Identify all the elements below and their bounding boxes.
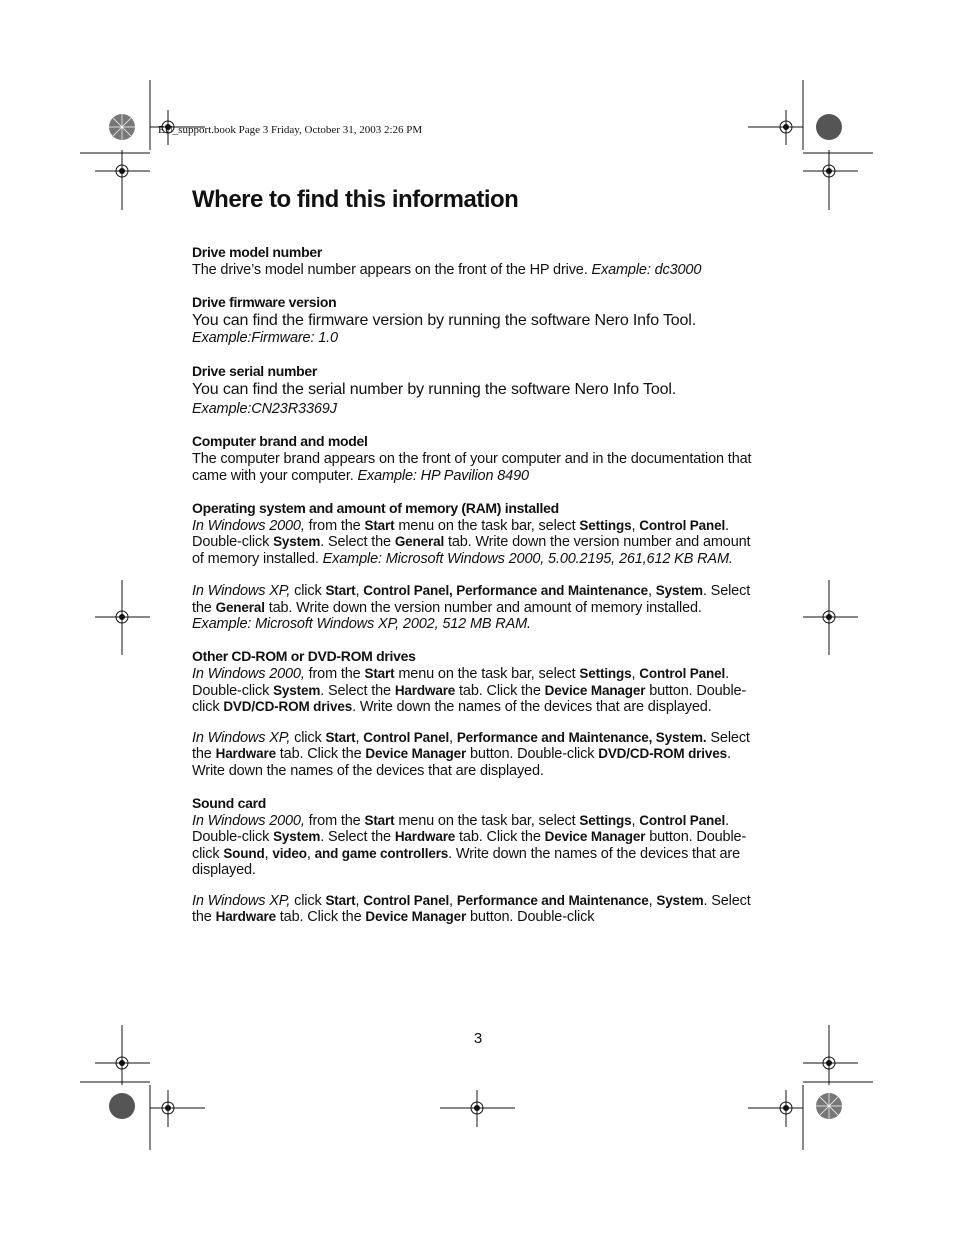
ui-term: General: [394, 534, 445, 550]
ui-term: System: [273, 829, 321, 845]
body-text: . Write down the names of the devices that are displayed.: [192, 845, 741, 879]
body-text: Select the: [192, 729, 750, 763]
ui-term: Start: [325, 892, 356, 908]
body-text: tab. Write down the version number and amount of memory installed.: [192, 534, 751, 567]
ui-term: Device Manager: [544, 829, 646, 845]
section-os: [192, 500, 762, 632]
body-text: . Write down the names of the devices that are displayed.: [192, 746, 731, 779]
section-sound: [192, 795, 762, 925]
ui-term: System: [273, 682, 321, 698]
body-text: . Double-click: [192, 666, 729, 699]
body-text: . Double-click: [192, 518, 729, 551]
ui-term: Device Manager: [544, 682, 646, 698]
ui-term: System: [655, 583, 703, 599]
ui-term: Start: [364, 518, 395, 534]
section-body: You can find the firmware version by running the software Nero Info Tool.: [192, 312, 697, 330]
body-text: ,: [449, 892, 457, 909]
body-text: menu on the task bar, select: [394, 518, 580, 535]
body-text: from the: [304, 812, 365, 829]
body-text: click: [290, 583, 326, 600]
ui-term: DVD/CD-ROM drives: [223, 699, 353, 715]
body-text: ,: [631, 518, 640, 535]
ui-term: and game controllers: [314, 845, 449, 861]
ui-term: Performance and Maintenance: [456, 892, 649, 908]
ui-term: Start: [325, 583, 356, 599]
os-label: In Windows 2000,: [192, 518, 305, 535]
body-text: from the: [304, 666, 365, 683]
body-text: ,: [449, 729, 457, 746]
os-label: In Windows XP,: [192, 729, 291, 746]
body-text: menu on the task bar, select: [394, 812, 580, 829]
section-heading: Drive serial number: [192, 362, 318, 379]
ui-term: Settings: [579, 666, 632, 682]
page-number: 3: [473, 1030, 483, 1047]
body-text: tab. Click the: [455, 829, 545, 846]
ui-term: Hardware: [215, 746, 276, 762]
winxp-instructions: [192, 583, 762, 632]
body-text: ,: [264, 845, 273, 862]
section-heading: Other CD-ROM or DVD-ROM drives: [192, 648, 416, 665]
body-text: . Double-click: [192, 812, 729, 846]
example-text: Example: HP Pavilion 8490: [357, 467, 529, 484]
section-heading: Operating system and amount of memory (RAM) installed: [192, 500, 559, 517]
body-text: . Select the: [192, 583, 751, 616]
body-text: ,: [355, 583, 364, 600]
example-text: Example:Firmware: 1.0: [192, 330, 338, 347]
body-text: button. Double-click: [192, 829, 747, 862]
ui-term: Performance and Maintenance, System.: [456, 729, 707, 745]
example-text: Example:CN23R3369J: [192, 400, 337, 417]
section-computer: [192, 433, 762, 484]
body-text: ,: [648, 892, 657, 909]
win2000-instructions: [192, 666, 762, 715]
example-text: Example: Microsoft Windows XP, 2002, 512 MB RAM.: [192, 616, 531, 633]
body-text: ,: [648, 583, 656, 600]
ui-term: System: [273, 534, 321, 550]
section-heading: Sound card: [192, 794, 267, 811]
body-text: tab. Write down the version number and amount of memory installed.: [264, 599, 702, 616]
example-text: Example: dc3000: [591, 262, 702, 278]
section-heading: Drive model number: [192, 244, 322, 260]
body-text: . Select the: [320, 682, 395, 699]
os-label: In Windows 2000,: [192, 812, 305, 829]
body-text: tab. Click the: [275, 908, 366, 925]
section-heading: Drive firmware version: [192, 294, 337, 311]
ui-term: General: [215, 599, 265, 615]
body-text: The drive’s model number appears on the front of the HP drive.: [192, 262, 592, 278]
win2000-instructions: [192, 518, 762, 567]
body-text: ,: [306, 845, 315, 862]
body-text: button. Double-click: [466, 908, 595, 925]
body-text: tab. Click the: [455, 682, 545, 699]
body-text: menu on the task bar, select: [394, 666, 580, 683]
body-text: ,: [631, 812, 640, 829]
ui-term: System: [656, 892, 704, 908]
section-firmware: [192, 294, 762, 346]
os-label: In Windows XP,: [192, 583, 291, 600]
body-text: . Select the: [320, 534, 395, 551]
ui-term: Hardware: [394, 829, 456, 845]
body-text: ,: [355, 729, 364, 746]
ui-term: Control Panel: [639, 812, 726, 828]
page-content: [192, 186, 762, 941]
book-slug: EU_support.book Page 3 Friday, October 31, 2003 2:26 PM: [158, 124, 423, 136]
winxp-instructions: [192, 730, 762, 779]
body-text: tab. Click the: [275, 746, 366, 763]
ui-term: Control Panel: [639, 518, 726, 534]
body-text: . Select the: [320, 829, 395, 846]
section-serial: [192, 363, 762, 417]
ui-term: Hardware: [394, 682, 456, 698]
page-title: Where to find this information: [192, 186, 519, 213]
ui-term: Control Panel: [363, 729, 450, 745]
body-text: . Write down the names of the devices that are displayed.: [352, 699, 712, 716]
body-text: click: [290, 729, 326, 746]
body-text: button. Double-click: [192, 682, 747, 716]
section-drive-model: [192, 244, 762, 278]
ui-term: Settings: [579, 812, 632, 828]
section-cdrom: [192, 648, 762, 778]
body-text: . Select the: [192, 892, 751, 925]
body-text: ,: [355, 892, 364, 909]
ui-term: Device Manager: [365, 746, 467, 762]
ui-term: video: [272, 845, 307, 861]
body-text: The computer brand appears on the front of your computer and in the documentation that came with your computer.: [192, 451, 752, 484]
body-text: click: [290, 892, 326, 909]
ui-term: Start: [364, 666, 395, 682]
body-text: button. Double-click: [466, 746, 599, 763]
win2000-instructions: [192, 813, 762, 879]
section-body: [192, 451, 762, 484]
ui-term: Control Panel: [639, 666, 726, 682]
ui-term: Start: [364, 812, 395, 828]
ui-term: Settings: [579, 518, 632, 534]
ui-term: Device Manager: [365, 908, 467, 924]
ui-term: Start: [325, 729, 356, 745]
os-label: In Windows XP,: [192, 892, 291, 909]
section-body: [192, 262, 762, 278]
os-label: In Windows 2000,: [192, 666, 305, 683]
body-text: from the: [304, 518, 365, 535]
winxp-instructions: [192, 893, 762, 926]
example-text: Example: Microsoft Windows 2000, 5.00.2195, 261,612 KB RAM.: [322, 550, 733, 567]
section-body: You can find the serial number by running the software Nero Info Tool.: [192, 380, 677, 398]
ui-term: Sound: [223, 845, 265, 861]
ui-term: DVD/CD-ROM drives: [598, 746, 727, 762]
section-heading: Computer brand and model: [192, 433, 368, 450]
ui-term: Control Panel: [363, 892, 450, 908]
ui-term: Control Panel, Performance and Maintenance: [363, 583, 649, 599]
body-text: ,: [631, 666, 640, 683]
ui-term: Hardware: [215, 908, 276, 924]
